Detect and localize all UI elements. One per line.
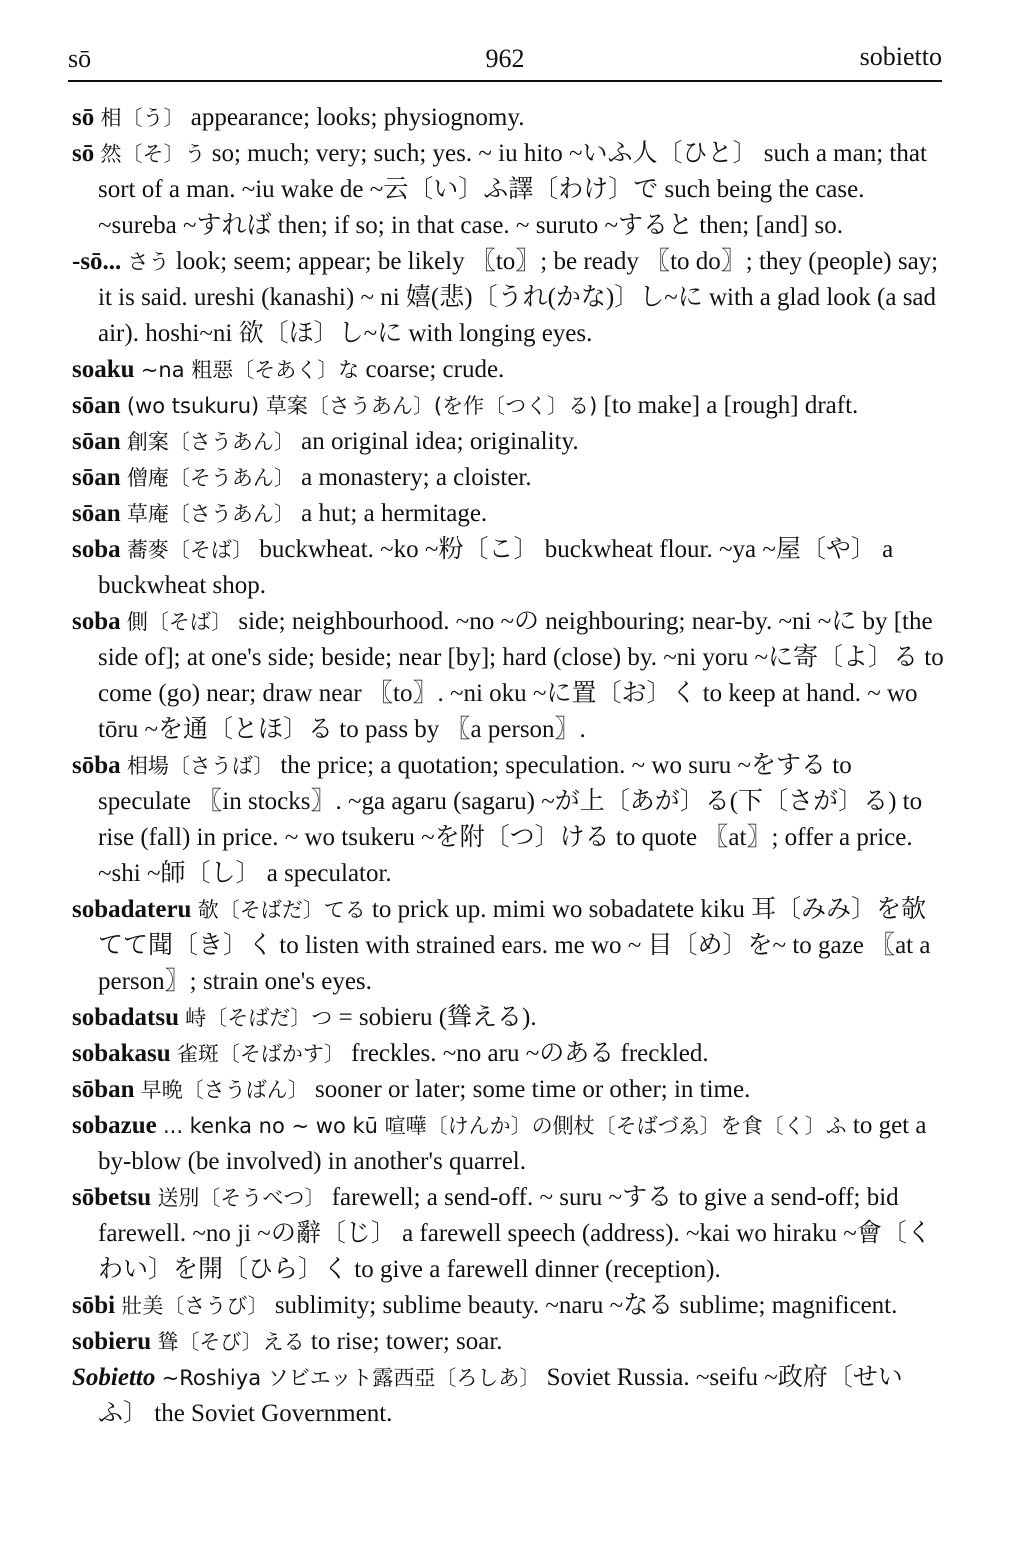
- dictionary-entry: [72, 1324, 944, 1360]
- dictionary-entry: [72, 1180, 944, 1288]
- entry-headword: sobakasu: [72, 1040, 171, 1067]
- dictionary-entry: [72, 388, 944, 424]
- entry-japanese: ... kenka no ~ wo kū 喧嘩〔けんか〕の側杖〔そばづゑ〕を食〔く〕ふ: [162, 1114, 847, 1138]
- entry-headword: soba: [72, 608, 121, 635]
- entry-definition: freckles. ~no aru ~のある freckled.: [351, 1040, 709, 1067]
- entry-headword: soaku: [72, 356, 135, 383]
- entry-japanese: 峙〔そばだ〕つ: [185, 1006, 333, 1030]
- entry-definition: look; seem; appear; be likely 〖to〗; be ready 〖to do〗; they (people) say; it is said. ureshi (kanashi) ~ ni 嬉(悲)〔うれ(かな)〕し~に with a glad look (a sad air). hoshi~ni 欲〔ほ〕し~に with longing eyes.: [98, 248, 939, 347]
- entry-headword: sōan: [72, 500, 121, 527]
- entry-definition: to get a by-blow (be involved) in another's quarrel.: [98, 1112, 927, 1175]
- entry-definition: a hut; a hermitage.: [301, 500, 488, 527]
- header-right-guide-word: sobietto: [859, 42, 942, 71]
- header-left-guide-word: sō: [68, 44, 92, 73]
- dictionary-entry: [72, 136, 944, 244]
- entry-headword: sobieru: [72, 1328, 152, 1355]
- entry-japanese: 創案〔さうあん〕: [126, 430, 295, 454]
- dictionary-entries: [72, 100, 944, 1432]
- entry-japanese: 側〔そば〕: [126, 610, 233, 634]
- dictionary-entry: [72, 496, 944, 532]
- entry-japanese: 早晩〔さうばん〕: [140, 1078, 309, 1102]
- dictionary-entry: [72, 460, 944, 496]
- entry-japanese: ~Roshiya ソビエット露西亞〔ろしあ〕: [161, 1366, 541, 1390]
- page-number: 962: [485, 44, 525, 73]
- entry-definition: an original idea; originality.: [301, 428, 579, 455]
- entry-headword: sōban: [72, 1076, 135, 1103]
- entry-japanese: 草庵〔さうあん〕: [126, 502, 295, 526]
- entry-headword: sōan: [72, 392, 121, 419]
- entry-definition: sublimity; sublime beauty. ~naru ~なる sublime; magnificent.: [274, 1292, 898, 1319]
- dictionary-entry: [72, 1360, 944, 1432]
- entry-japanese: (wo tsukuru) 草案〔さうあん〕(を作〔つく〕る): [126, 394, 598, 418]
- entry-definition: to rise; tower; soar.: [310, 1328, 503, 1355]
- entry-headword: sōan: [72, 464, 121, 491]
- entry-definition: appearance; looks; physiognomy.: [190, 104, 525, 131]
- entry-definition: to prick up. mimi wo sobadatete kiku 耳〔みみ〕を欹てて聞〔き〕く to listen with strained ears. me wo ~ 目〔め〕を~ to gaze 〖at a person〗; strain one's eyes.: [98, 896, 931, 995]
- entry-definition: sooner or later; some time or other; in time.: [315, 1076, 751, 1103]
- entry-japanese: 然〔そ〕う: [100, 142, 206, 166]
- entry-headword: sō: [72, 140, 95, 167]
- entry-definition: Soviet Russia. ~seifu ~政府〔せいふ〕 the Soviet Government.: [98, 1364, 903, 1427]
- entry-headword: Sobietto: [72, 1364, 156, 1391]
- entry-headword: sōbetsu: [72, 1184, 152, 1211]
- dictionary-entry: [72, 748, 944, 892]
- entry-definition: so; much; very; such; yes. ~ iu hito ~いふ人〔ひと〕 such a man; that sort of a man. ~iu wake de ~云〔い〕ふ譯〔わけ〕で such being the case. ~sureba ~すれば then; if so; in that case. ~ suruto ~すると then; [and] so.: [98, 140, 927, 239]
- dictionary-entry: [72, 1000, 944, 1036]
- entry-definition: the price; a quotation; speculation. ~ wo suru ~をする to speculate 〖in stocks〗. ~ga agaru (sagaru) ~が上〔あが〕る(下〔さが〕る) to rise (fall) in price. ~ wo tsukeru ~を附〔つ〕ける to quote 〖at〗; offer a price. ~shi ~師〔し〕 a speculator.: [98, 752, 923, 887]
- entry-definition: farewell; a send-off. ~ suru ~する to give a send-off; bid farewell. ~no ji ~の辭〔じ〕 a farewell speech (address). ~kai wo hiraku ~會〔くわい〕を開〔ひら〕く to give a farewell dinner (reception).: [98, 1184, 932, 1283]
- page-header: [68, 40, 942, 82]
- entry-japanese: 送別〔そうべつ〕: [157, 1186, 326, 1210]
- dictionary-entry: [72, 532, 944, 604]
- dictionary-entry: [72, 424, 944, 460]
- entry-japanese: さう: [127, 250, 170, 274]
- dictionary-entry: [72, 1288, 944, 1324]
- dictionary-entry: [72, 244, 944, 352]
- entry-headword: sobadateru: [72, 896, 192, 923]
- entry-japanese: 雀斑〔そばかす〕: [176, 1042, 345, 1066]
- entry-definition: a monastery; a cloister.: [301, 464, 532, 491]
- entry-japanese: 相〔う〕: [100, 106, 185, 130]
- entry-definition: coarse; crude.: [365, 356, 505, 383]
- entry-definition: [to make] a [rough] draft.: [603, 392, 859, 419]
- dictionary-entry: [72, 892, 944, 1000]
- entry-japanese: 蕎麥〔そば〕: [126, 538, 254, 562]
- entry-definition: = sobieru (聳える).: [338, 1004, 537, 1031]
- dictionary-entry: [72, 1036, 944, 1072]
- entry-headword: sōan: [72, 428, 121, 455]
- entry-definition: buckwheat. ~ko ~粉〔こ〕 buckwheat flour. ~ya ~屋〔や〕 a buckwheat shop.: [98, 536, 894, 599]
- entry-headword: sōbi: [72, 1292, 116, 1319]
- entry-headword: sobazue: [72, 1112, 157, 1139]
- entry-headword: -sō...: [72, 248, 122, 275]
- entry-headword: sōba: [72, 752, 121, 779]
- entry-headword: sobadatsu: [72, 1004, 179, 1031]
- entry-japanese: ~na 粗惡〔そあく〕な: [140, 358, 360, 382]
- dictionary-entry: [72, 1072, 944, 1108]
- dictionary-entry: [72, 100, 944, 136]
- entry-japanese: 僧庵〔そうあん〕: [126, 466, 295, 490]
- entry-headword: sō: [72, 104, 95, 131]
- entry-headword: soba: [72, 536, 121, 563]
- entry-japanese: 聳〔そび〕える: [157, 1330, 305, 1354]
- dictionary-entry: [72, 604, 944, 748]
- entry-japanese: 相場〔さうば〕: [126, 754, 275, 778]
- entry-japanese: 欹〔そばだ〕てる: [197, 898, 366, 922]
- dictionary-entry: [72, 352, 944, 388]
- entry-definition: side; neighbourhood. ~no ~の neighbouring; near-by. ~ni ~に by [the side of]; at one's side; beside; near [by]; hard (close) by. ~ni yoru ~に寄〔よ〕る to come (go) near; draw near 〖to〗. ~ni oku ~に置〔お〕く to keep at hand. ~ wo tōru ~を通〔とほ〕る to pass by 〖a person〗.: [98, 608, 944, 743]
- entry-japanese: 壯美〔さうび〕: [121, 1294, 269, 1318]
- dictionary-entry: [72, 1108, 944, 1180]
